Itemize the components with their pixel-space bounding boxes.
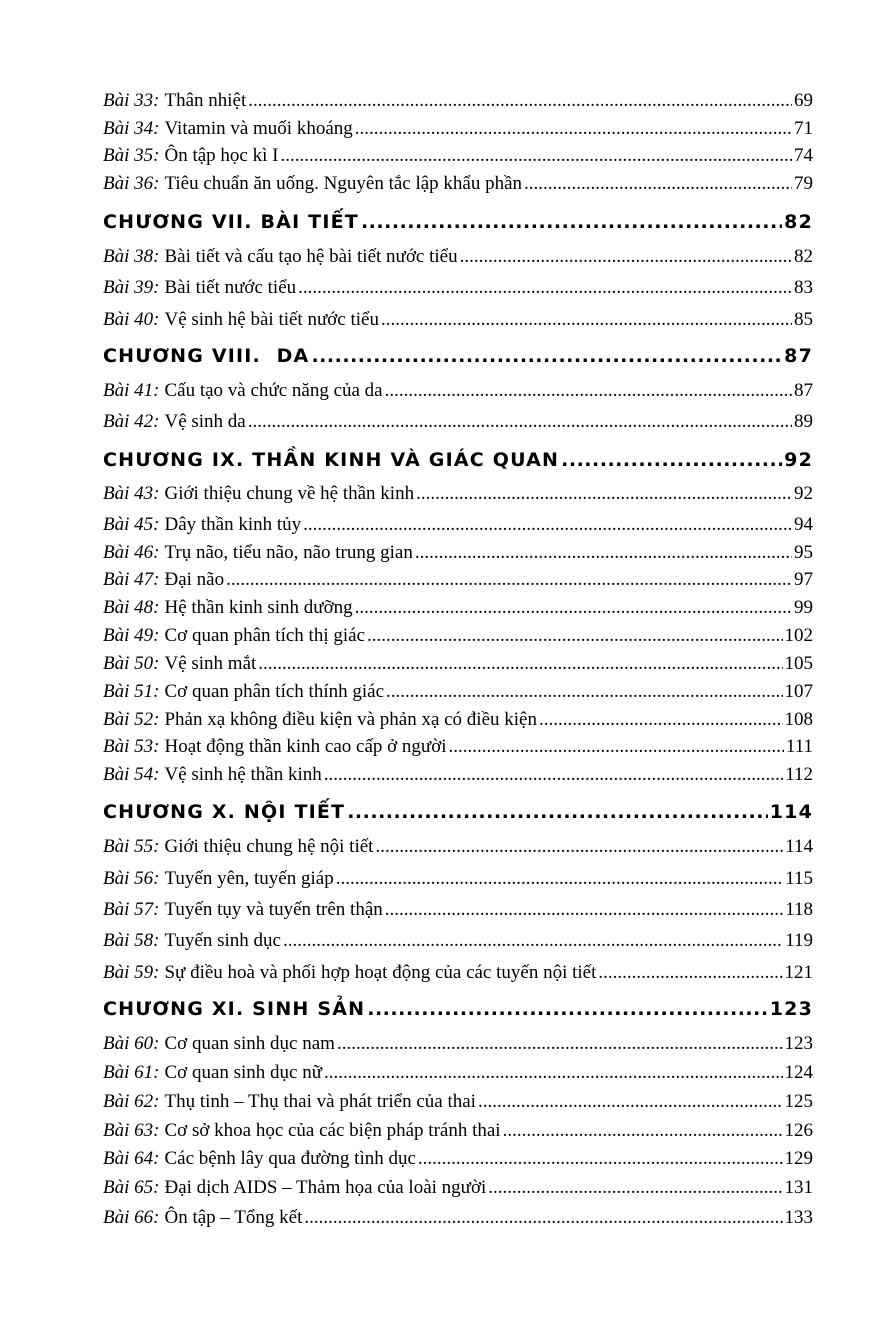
lesson-label: Bài 38: [103,246,160,267]
lesson-title: Cơ quan phân tích thị giác [164,625,365,646]
dot-leader [324,764,783,786]
page-number: 92 [794,483,813,504]
toc-entry-lesson [103,597,813,619]
toc-entry-lesson [103,1177,813,1199]
dot-leader [503,1120,783,1142]
toc-entry-lesson [103,681,813,703]
dot-leader [524,173,792,195]
lesson-label: Bài 43: [103,483,160,504]
dot-leader [385,380,792,402]
dot-leader [449,736,784,758]
lesson-title: Thụ tinh – Thụ thai và phát triển của thai [164,1091,476,1112]
toc-entry-lesson [103,709,813,731]
lesson-label: Bài 33: [103,90,160,111]
dot-leader [303,514,792,536]
dot-leader [539,709,783,731]
lesson-label: Bài 57: [103,899,160,920]
lesson-label: Bài 41: [103,380,160,401]
lesson-label: Bài 56: [103,868,160,889]
dot-leader [280,145,792,167]
lesson-label: Bài 59: [103,962,160,983]
lesson-title: Vệ sinh hệ thần kinh [164,764,322,785]
toc-entry-chapter [103,345,813,367]
lesson-title: Cơ quan sinh dục nữ [164,1062,323,1083]
toc-entry-lesson [103,173,813,195]
page-number: 92 [784,449,813,471]
toc-entry-lesson [103,542,813,564]
toc-entry-lesson [103,1120,813,1142]
lesson-label: Bài 64: [103,1148,160,1169]
toc-entry-lesson [103,145,813,167]
page-number: 111 [785,736,813,757]
chapter-title: CHƯƠNG IX. THẦN KINH VÀ GIÁC QUAN [103,449,560,471]
toc-entry-lesson [103,483,813,505]
lesson-title: Hoạt động thần kinh cao cấp ở người [164,736,447,757]
lesson-title: Ôn tập – Tổng kết [164,1207,303,1228]
toc-entry-lesson [103,836,813,858]
lesson-title: Cơ sở khoa học của các biện pháp tránh thai [164,1120,501,1141]
lesson-title: Vệ sinh da [164,411,246,432]
dot-leader [355,597,792,619]
dot-leader [226,569,792,591]
lesson-label: Bài 40: [103,309,160,330]
dot-leader [386,681,783,703]
dot-leader [258,653,782,675]
lesson-label: Bài 46: [103,542,160,563]
dot-leader [304,1207,782,1229]
lesson-title: Trụ não, tiểu não, não trung gian [164,542,413,563]
lesson-title: Đại não [164,569,225,590]
lesson-label: Bài 66: [103,1207,160,1228]
lesson-label: Bài 58: [103,930,160,951]
lesson-label: Bài 36: [103,173,160,194]
lesson-title: Bài tiết nước tiểu [164,277,297,298]
chapter-title: CHƯƠNG XI. SINH SẢN [103,998,366,1020]
page-number: 99 [794,597,813,618]
chapter-title: CHƯƠNG VIII. DA [103,345,310,367]
dot-leader [460,246,792,268]
lesson-title: Sự điều hoà và phối hợp hoạt động của các tuyến nội tiết [164,962,597,983]
page-number: 87 [794,380,813,401]
lesson-title: Giới thiệu chung về hệ thần kinh [164,483,415,504]
toc-entry-chapter [103,998,813,1020]
dot-leader [336,868,784,890]
lesson-title: Thân nhiệt [164,90,247,111]
page-number: 69 [794,90,813,111]
lesson-label: Bài 61: [103,1062,160,1083]
toc-entry-lesson [103,930,813,952]
toc-entry-lesson [103,868,813,890]
dot-leader [385,899,783,921]
page-number: 124 [784,1062,813,1083]
toc-entry-lesson [103,736,813,758]
dot-leader [355,118,792,140]
lesson-label: Bài 62: [103,1091,160,1112]
lesson-title: Vệ sinh hệ bài tiết nước tiểu [164,309,379,330]
dot-leader [488,1177,782,1199]
toc-entry-lesson [103,653,813,675]
lesson-title: Cơ quan phân tích thính giác [164,681,384,702]
lesson-label: Bài 65: [103,1177,160,1198]
toc-entry-lesson [103,118,813,140]
toc-entry-lesson [103,1207,813,1229]
page-number: 114 [769,801,813,823]
dot-leader [248,90,792,112]
toc-entry-lesson [103,1033,813,1055]
page-number: 95 [794,542,813,563]
page-number: 82 [784,211,813,233]
chapter-title: CHƯƠNG VII. BÀI TIẾT [103,211,359,233]
lesson-label: Bài 39: [103,277,160,298]
toc-entry-lesson [103,309,813,331]
lesson-label: Bài 50: [103,653,160,674]
dot-leader [418,1148,783,1170]
dot-leader [367,625,783,647]
page-number: 125 [784,1091,813,1112]
page-number: 71 [794,118,813,139]
dot-leader [561,449,782,471]
lesson-title: Giới thiệu chung hệ nội tiết [164,836,374,857]
lesson-label: Bài 52: [103,709,160,730]
lesson-title: Các bệnh lây qua đường tình dục [164,1148,416,1169]
lesson-title: Dây thần kinh tủy [164,514,302,535]
page-number: 83 [794,277,813,298]
lesson-label: Bài 48: [103,597,160,618]
toc-entry-lesson [103,625,813,647]
dot-leader [337,1033,783,1055]
page-number: 131 [784,1177,813,1198]
lesson-title: Bài tiết và cấu tạo hệ bài tiết nước tiểu [164,246,458,267]
toc-entry-lesson [103,90,813,112]
page-number: 123 [784,1033,813,1054]
lesson-label: Bài 42: [103,411,160,432]
lesson-label: Bài 53: [103,736,160,757]
page-number: 119 [785,930,813,951]
dot-leader [367,998,767,1020]
lesson-label: Bài 60: [103,1033,160,1054]
page-number: 108 [784,709,813,730]
toc-entry-lesson [103,514,813,536]
lesson-label: Bài 47: [103,569,160,590]
dot-leader [347,801,768,823]
page-number: 82 [794,246,813,267]
page-number: 112 [785,764,813,785]
toc-entry-lesson [103,1091,813,1113]
page-number: 89 [794,411,813,432]
dot-leader [381,309,792,331]
toc-entry-chapter [103,449,813,471]
lesson-title: Đại dịch AIDS – Thảm họa của loài người [164,1177,487,1198]
page-number: 105 [784,653,813,674]
page-number: 107 [784,681,813,702]
lesson-title: Ôn tập học kì I [164,145,279,166]
page-number: 102 [784,625,813,646]
lesson-label: Bài 51: [103,681,160,702]
chapter-title: CHƯƠNG X. NỘI TIẾT [103,801,346,823]
page-number: 126 [784,1120,813,1141]
dot-leader [478,1091,783,1113]
dot-leader [361,211,782,233]
toc-entry-lesson [103,380,813,402]
page-number: 79 [794,173,813,194]
toc-entry-chapter [103,211,813,233]
page-number: 115 [785,868,813,889]
page-number: 133 [784,1207,813,1228]
lesson-title: Tuyến tụy và tuyến trên thận [164,899,383,920]
lesson-label: Bài 45: [103,514,160,535]
dot-leader [598,962,782,984]
toc-entry-lesson [103,277,813,299]
page-number: 74 [794,145,813,166]
lesson-title: Tuyến yên, tuyến giáp [164,868,334,889]
lesson-label: Bài 49: [103,625,160,646]
lesson-title: Cơ quan sinh dục nam [164,1033,335,1054]
page-number: 123 [769,998,813,1020]
page-number: 97 [794,569,813,590]
page-number: 129 [784,1148,813,1169]
dot-leader [324,1062,782,1084]
dot-leader [311,345,782,367]
page-number: 114 [785,836,813,857]
dot-leader [248,411,792,433]
page-number: 87 [784,345,813,367]
dot-leader [298,277,792,299]
dot-leader [415,542,792,564]
lesson-title: Vitamin và muối khoáng [164,118,353,139]
lesson-title: Tiêu chuẩn ăn uống. Nguyên tắc lập khẩu phần [164,173,523,194]
toc-entry-lesson [103,1062,813,1084]
lesson-title: Vệ sinh mắt [164,653,257,674]
lesson-label: Bài 63: [103,1120,160,1141]
lesson-label: Bài 35: [103,145,160,166]
toc-entry-lesson [103,569,813,591]
toc-entry-lesson [103,764,813,786]
lesson-title: Cấu tạo và chức năng của da [164,380,383,401]
page-number: 118 [785,899,813,920]
page-number: 85 [794,309,813,330]
toc-entry-lesson [103,962,813,984]
lesson-label: Bài 55: [103,836,160,857]
lesson-label: Bài 54: [103,764,160,785]
lesson-title: Tuyến sinh dục [164,930,281,951]
toc-entry-lesson [103,1148,813,1170]
dot-leader [375,836,783,858]
toc-entry-lesson [103,246,813,268]
page-number: 94 [794,514,813,535]
toc-entry-chapter [103,801,813,823]
toc-entry-lesson [103,899,813,921]
toc-entry-lesson [103,411,813,433]
lesson-label: Bài 34: [103,118,160,139]
lesson-title: Phản xạ không điều kiện và phản xạ có điều kiện [164,709,537,730]
page-number: 121 [784,962,813,983]
dot-leader [416,483,792,505]
lesson-title: Hệ thần kinh sinh dưỡng [164,597,353,618]
dot-leader [283,930,783,952]
